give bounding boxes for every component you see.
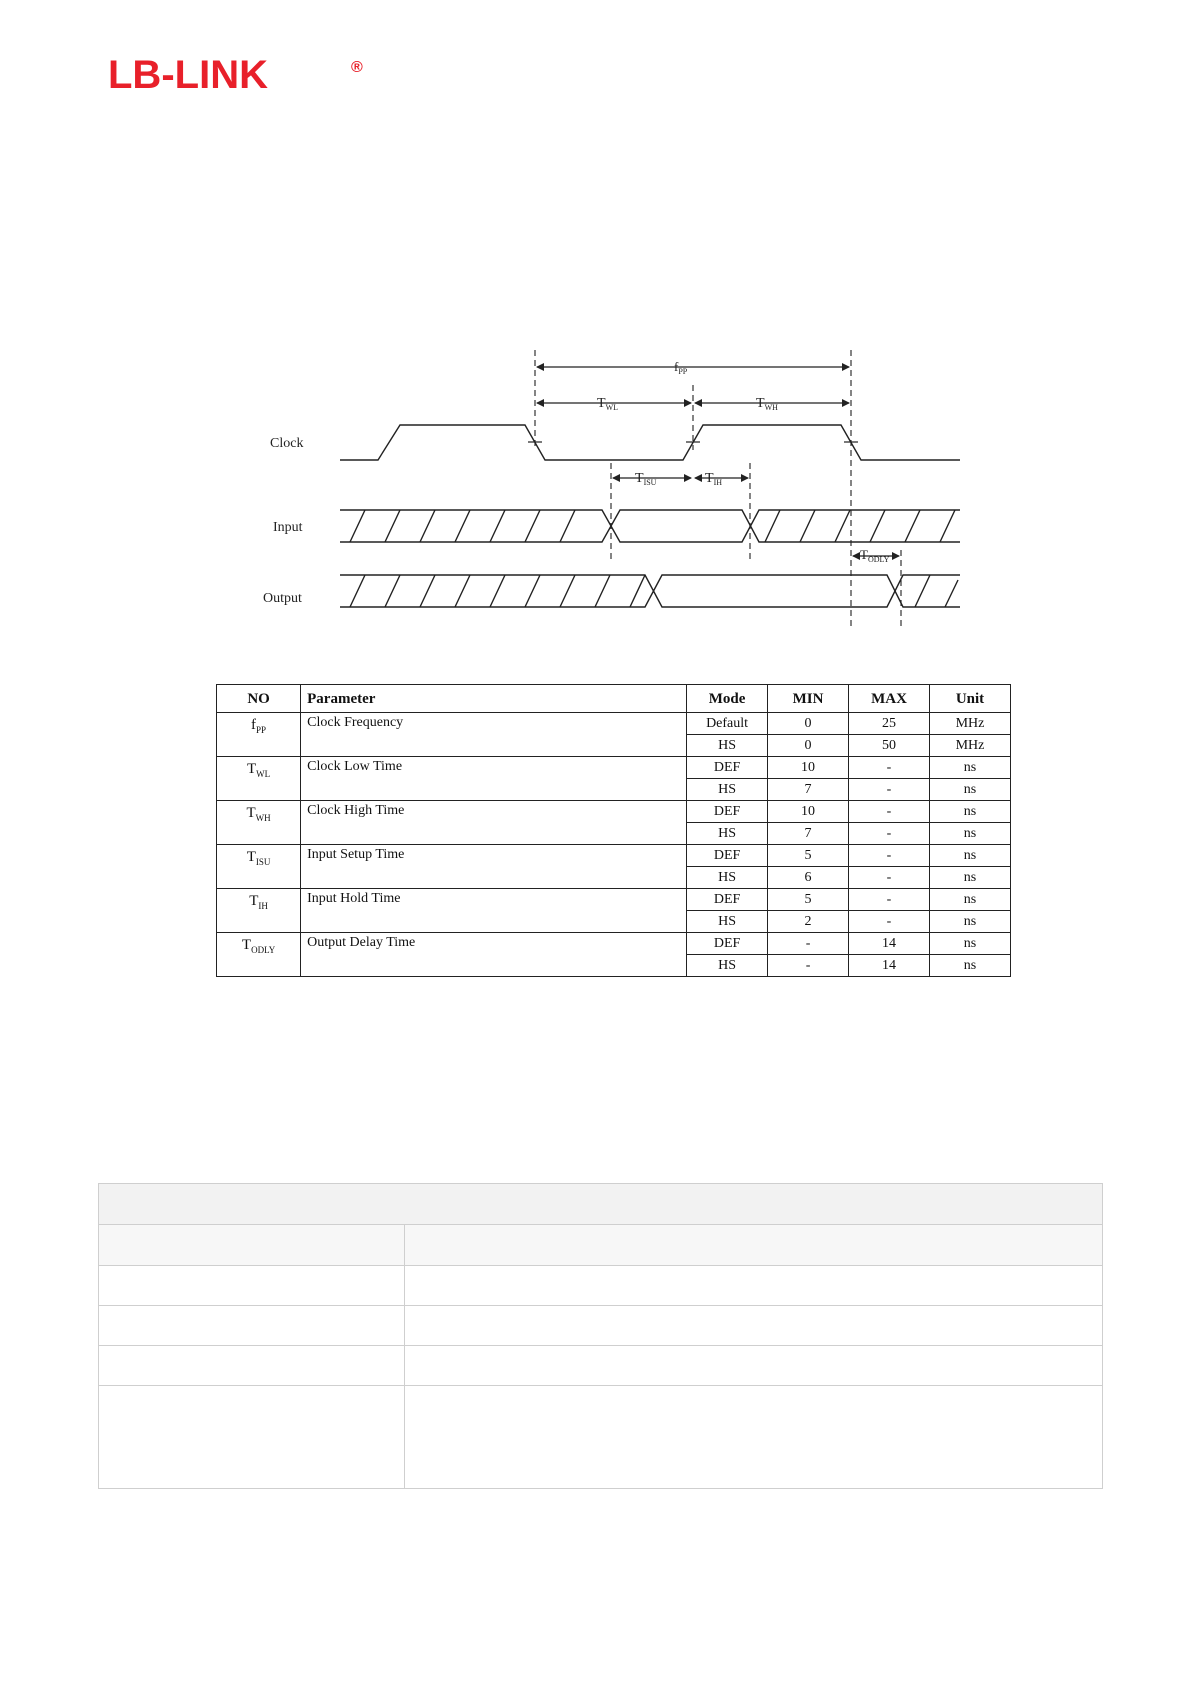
unit-cell: ns xyxy=(929,933,1010,955)
max-cell: - xyxy=(849,757,930,779)
param-name: Input Setup Time xyxy=(301,845,687,889)
table-header-row xyxy=(217,685,1011,713)
max-cell: - xyxy=(849,867,930,889)
empty-table-row xyxy=(99,1306,1103,1346)
param-name: Clock High Time xyxy=(301,801,687,845)
mode-cell: HS xyxy=(687,779,768,801)
max-cell: - xyxy=(849,823,930,845)
mode-cell: DEF xyxy=(687,801,768,823)
table-row xyxy=(217,757,1011,779)
param-symbol: $T_{WL}$ xyxy=(217,757,301,801)
param-symbol: $f_{PP}$ xyxy=(217,713,301,757)
unit-cell: MHz xyxy=(929,735,1010,757)
param-name: Clock Frequency xyxy=(301,713,687,757)
mode-cell: DEF xyxy=(687,889,768,911)
mode-cell: DEF xyxy=(687,933,768,955)
max-cell: 25 xyxy=(849,713,930,735)
todly-label: $T_{ODLY}$ xyxy=(860,547,890,564)
table-row xyxy=(217,933,1011,955)
table-row xyxy=(217,713,1011,735)
header-parameter: Parameter xyxy=(301,685,687,713)
min-cell: 0 xyxy=(768,735,849,757)
clock-waveform xyxy=(340,425,960,460)
mode-cell: DEF xyxy=(687,845,768,867)
param-name: Output Delay Time xyxy=(301,933,687,977)
output-waveform xyxy=(340,575,960,607)
header-unit: Unit xyxy=(929,685,1010,713)
logo-text: LB-LINK xyxy=(108,53,268,96)
min-cell: 7 xyxy=(768,779,849,801)
param-name: Input Hold Time xyxy=(301,889,687,933)
max-cell: 50 xyxy=(849,735,930,757)
min-cell: 5 xyxy=(768,889,849,911)
min-cell: 0 xyxy=(768,713,849,735)
header-max: MAX xyxy=(849,685,930,713)
empty-cell xyxy=(99,1386,405,1489)
fpp-label: $f_{PP}$ xyxy=(674,359,688,376)
empty-table-row xyxy=(99,1386,1103,1489)
empty-cell xyxy=(405,1386,1103,1489)
table-row xyxy=(217,889,1011,911)
empty-table-row xyxy=(99,1346,1103,1386)
mode-cell: HS xyxy=(687,735,768,757)
param-symbol: $T_{WH}$ xyxy=(217,801,301,845)
unit-cell: ns xyxy=(929,757,1010,779)
table-row xyxy=(217,845,1011,867)
param-name: Clock Low Time xyxy=(301,757,687,801)
clock-label: Clock xyxy=(270,436,304,451)
reference-lines xyxy=(535,350,901,630)
empty-table-subheader xyxy=(99,1225,1103,1266)
min-cell: 2 xyxy=(768,911,849,933)
max-cell: 14 xyxy=(849,933,930,955)
min-cell: 10 xyxy=(768,757,849,779)
max-cell: - xyxy=(849,801,930,823)
min-cell: 5 xyxy=(768,845,849,867)
input-hatch xyxy=(350,510,955,542)
mode-cell: DEF xyxy=(687,757,768,779)
unit-cell: ns xyxy=(929,845,1010,867)
tisu-label: $T_{ISU}$ xyxy=(635,471,657,487)
max-cell: - xyxy=(849,845,930,867)
registered-mark: ® xyxy=(351,59,363,76)
unit-cell: ns xyxy=(929,801,1010,823)
param-symbol: $T_{IH}$ xyxy=(217,889,301,933)
empty-cell xyxy=(405,1225,1103,1266)
param-symbol: $T_{ISU}$ xyxy=(217,845,301,889)
min-cell: 6 xyxy=(768,867,849,889)
unit-cell: ns xyxy=(929,779,1010,801)
min-cell: 7 xyxy=(768,823,849,845)
twh-label: $T_{WH}$ xyxy=(756,396,778,412)
empty-cell xyxy=(405,1306,1103,1346)
max-cell: 14 xyxy=(849,955,930,977)
input-waveform xyxy=(340,510,960,542)
timing-parameter-table xyxy=(216,684,1011,977)
empty-cell xyxy=(99,1266,405,1306)
unit-cell: ns xyxy=(929,955,1010,977)
table-row xyxy=(217,801,1011,823)
min-cell: - xyxy=(768,933,849,955)
unit-cell: ns xyxy=(929,867,1010,889)
empty-cell xyxy=(405,1346,1103,1386)
empty-cell xyxy=(99,1306,405,1346)
tih-label: $T_{IH}$ xyxy=(705,471,723,487)
min-cell: 10 xyxy=(768,801,849,823)
header-min: MIN xyxy=(768,685,849,713)
param-symbol: $T_{ODLY}$ xyxy=(217,933,301,977)
output-label: Output xyxy=(263,591,302,606)
header-no: NO xyxy=(217,685,301,713)
mode-cell: HS xyxy=(687,867,768,889)
input-label: Input xyxy=(273,520,303,535)
max-cell: - xyxy=(849,911,930,933)
dimension-arrows xyxy=(537,367,899,556)
empty-table xyxy=(98,1183,1103,1489)
unit-cell: ns xyxy=(929,911,1010,933)
mode-cell: Default xyxy=(687,713,768,735)
empty-cell xyxy=(405,1266,1103,1306)
empty-cell xyxy=(99,1225,405,1266)
unit-cell: ns xyxy=(929,889,1010,911)
max-cell: - xyxy=(849,889,930,911)
empty-table-header xyxy=(99,1184,1103,1225)
timing-diagram xyxy=(250,345,970,635)
mode-cell: HS xyxy=(687,955,768,977)
max-cell: - xyxy=(849,779,930,801)
header-mode: Mode xyxy=(687,685,768,713)
unit-cell: MHz xyxy=(929,713,1010,735)
mode-cell: HS xyxy=(687,823,768,845)
empty-header-cell xyxy=(99,1184,1103,1225)
mode-cell: HS xyxy=(687,911,768,933)
min-cell: - xyxy=(768,955,849,977)
empty-table-row xyxy=(99,1266,1103,1306)
lb-link-logo xyxy=(108,52,368,96)
unit-cell: ns xyxy=(929,823,1010,845)
twl-label: $T_{WL}$ xyxy=(597,396,618,412)
empty-cell xyxy=(99,1346,405,1386)
